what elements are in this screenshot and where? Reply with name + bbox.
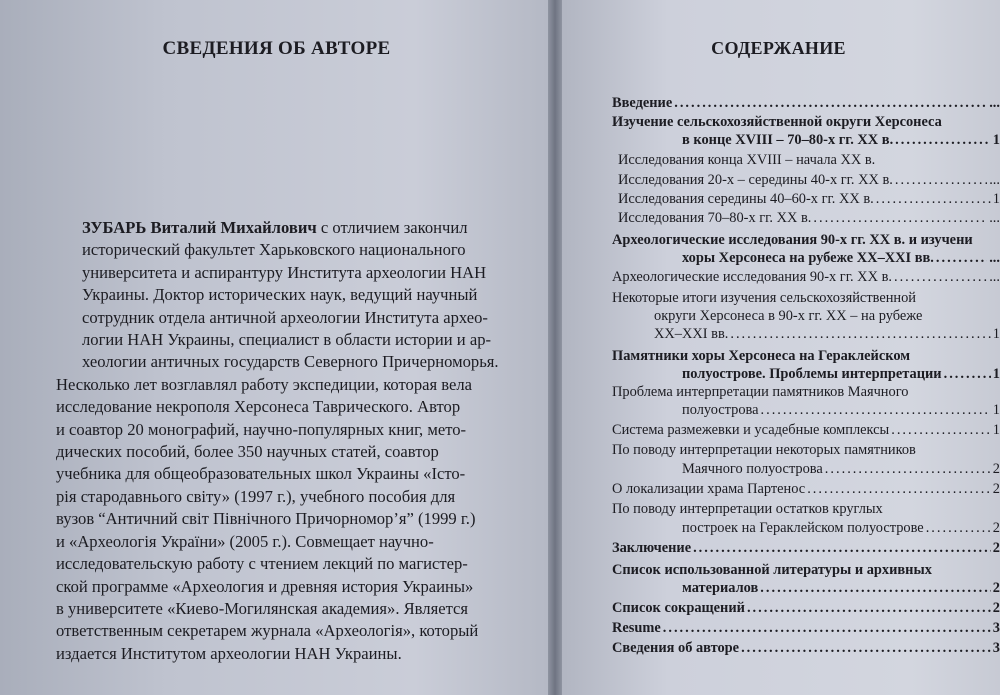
toc-entry-title: Resume	[612, 620, 661, 636]
toc-entry-title: Исследования середины 40–60-х гг. XX в.	[618, 191, 874, 207]
toc-entry-row	[682, 460, 1000, 479]
toc-entry	[612, 639, 1000, 658]
toc-entry-row	[612, 619, 1000, 638]
toc-entry	[612, 519, 1000, 538]
toc-page-number: 2	[992, 461, 1000, 477]
toc-entry	[612, 171, 1000, 190]
toc-entry-row	[682, 519, 1000, 538]
toc-entry-row	[618, 209, 1000, 228]
toc-entry	[612, 579, 1000, 598]
bio-line: хеологии античных государств Северного Причерноморья.	[82, 352, 499, 372]
bio-line: университета и аспирантуру Института археологии НАН	[82, 262, 487, 282]
bio-line: ской программе «Археология и древняя история Украины»	[56, 576, 474, 596]
toc-leader-dots	[891, 421, 991, 440]
toc-page-number: 1	[992, 422, 1000, 438]
toc-page-number: 1	[992, 326, 1000, 342]
toc-entry-title: построек на Гераклейском полуострове	[682, 520, 924, 536]
toc-entry-title: материалов	[682, 580, 759, 596]
toc-entry	[612, 619, 1000, 638]
toc-entry-title: Исследования 70–80-х гг. XX в.	[618, 210, 812, 226]
bio-line: рія стародавнього світу» (1997 г.), учебного пособия для	[56, 486, 456, 506]
toc-entry	[612, 289, 1000, 308]
toc-entry	[612, 500, 1000, 519]
toc-entry	[612, 561, 1000, 580]
toc-entry-row	[682, 365, 1000, 384]
toc-entry	[612, 480, 1000, 499]
toc-entry-title: По поводу интерпретации некоторых памятников	[612, 442, 916, 458]
toc-leader-dots	[693, 539, 991, 558]
toc-entry-title: полуострова	[682, 402, 759, 418]
toc-entry-row	[682, 579, 1000, 598]
toc-entry-title: Археологические исследования 90-х гг. XX в.	[612, 269, 892, 285]
toc-leader-dots	[730, 325, 990, 344]
toc-page-number: 1	[992, 366, 1000, 382]
toc-entry	[612, 268, 1000, 287]
bio-line: логии НАН Украины, специалист в области истории и ар-	[82, 330, 492, 350]
toc-entry	[612, 209, 1000, 228]
toc-leader-dots	[895, 131, 991, 150]
toc-entry-row	[654, 325, 1000, 344]
bio-line: исследование некрополя Херсонеса Таврического. Автор	[56, 397, 461, 417]
bio-line: издается Институтом археологии НАН Украины.	[56, 643, 402, 663]
toc-entry	[612, 365, 1000, 384]
toc-entry	[612, 539, 1000, 558]
toc-entry-title: Исследования конца XVIII – начала XX в.	[618, 152, 876, 168]
table-of-contents	[612, 94, 1000, 662]
contents-title: СОДЕРЖАНИЕ	[711, 38, 846, 58]
bio-line: в университете «Киево-Могилянская академия». Является	[56, 598, 469, 618]
toc-entry-row	[612, 289, 1000, 308]
toc-entry-title: Сведения об авторе	[612, 640, 740, 656]
toc-entry-title: в конце XVIII – 70–80-х гг. XX в.	[682, 132, 894, 148]
toc-entry-title: Некоторые итоги изучения сельскохозяйственной	[612, 290, 917, 306]
toc-page-number: 3	[992, 640, 1000, 656]
toc-entry-row	[682, 401, 1000, 420]
toc-entry-title: полуострове. Проблемы интерпретации	[682, 366, 942, 382]
toc-entry-row	[612, 599, 1000, 618]
toc-entry-title: Список использованной литературы и архивных	[612, 562, 932, 578]
toc-entry	[612, 151, 1000, 170]
toc-entry	[612, 113, 1000, 132]
toc-entry-title: Исследования 20-х – середины 40-х гг. XX в.	[618, 172, 893, 188]
author-bio	[56, 217, 499, 665]
toc-entry-row	[612, 231, 1000, 250]
toc-leader-dots	[760, 579, 991, 598]
toc-entry-title: Проблема интерпретации памятников Маячного	[612, 384, 909, 400]
toc-leader-dots	[944, 365, 991, 384]
toc-entry	[612, 441, 1000, 460]
toc-leader-dots	[761, 401, 991, 420]
toc-page-number: 1	[992, 402, 1000, 418]
bio-line: и соавтор 20 монографий, научно-популярных книг, мето-	[56, 419, 467, 439]
toc-entry-row	[612, 561, 1000, 580]
toc-leader-dots	[936, 249, 987, 268]
toc-leader-dots	[876, 190, 991, 209]
toc-entry	[612, 307, 1000, 326]
toc-entry	[612, 460, 1000, 479]
toc-page-number: 2	[992, 481, 1000, 497]
toc-entry-title: округи Херсонеса в 90-х гг. XX – на рубеже	[654, 308, 923, 324]
toc-page-number: 2	[992, 520, 1000, 536]
toc-entry-title: Система размежевки и усадебные комплексы	[612, 422, 890, 438]
toc-entry-row	[612, 539, 1000, 558]
toc-entry-title: Археологические исследования 90-х гг. XX в. и изучени	[612, 232, 973, 248]
toc-entry-title: О локализации храма Партенос	[612, 481, 806, 497]
toc-leader-dots	[895, 171, 987, 190]
toc-leader-dots	[894, 268, 987, 287]
toc-entry	[612, 599, 1000, 618]
bio-line: исторический факультет Харьковского национального	[82, 240, 466, 260]
toc-leader-dots	[926, 519, 991, 538]
toc-entry-title: Памятники хоры Херсонеса на Гераклейском	[612, 348, 911, 364]
toc-entry-title: хоры Херсонеса на рубеже XX–XXI вв.	[682, 250, 934, 266]
toc-entry-row	[682, 131, 1000, 150]
toc-page-number: ...	[989, 172, 1000, 188]
toc-entry	[612, 401, 1000, 420]
toc-entry-row	[612, 441, 1000, 460]
toc-entry-row	[618, 171, 1000, 190]
toc-leader-dots	[807, 480, 991, 499]
toc-entry-title: Список сокращений	[612, 600, 745, 616]
toc-entry	[612, 325, 1000, 344]
toc-entry-title: Изучение сельскохозяйственной округи Херсонеса	[612, 114, 942, 130]
toc-page-number: 2	[992, 600, 1000, 616]
toc-page-number: 1	[992, 132, 1000, 148]
bio-line: с отличием закончил	[316, 218, 468, 237]
toc-entry-row	[682, 249, 1000, 268]
toc-entry	[612, 94, 1000, 113]
bio-first-line	[56, 217, 490, 239]
book-spine	[548, 0, 562, 695]
toc-entry-title: Маячного полуострова	[682, 461, 823, 477]
toc-entry	[612, 421, 1000, 440]
toc-leader-dots	[813, 209, 987, 228]
toc-entry-row	[612, 347, 1000, 366]
bio-line: ответственным секретарем журнала «Археологія», который	[56, 621, 479, 641]
toc-entry	[612, 190, 1000, 209]
author-name: ЗУБАРЬ Виталий Михайлович	[82, 218, 317, 237]
toc-leader-dots	[825, 460, 991, 479]
toc-entry-row	[612, 639, 1000, 658]
toc-entry-row	[612, 500, 1000, 519]
bio-line: сотрудник отдела античной археологии Института архео-	[82, 307, 488, 327]
toc-page-number: ...	[989, 250, 1000, 266]
toc-entry-row	[612, 268, 1000, 287]
toc-entry	[612, 231, 1000, 250]
toc-entry-row	[612, 421, 1000, 440]
toc-entry	[612, 383, 1000, 402]
toc-entry-title: Введение	[612, 95, 673, 111]
toc-page-number: ...	[989, 269, 1000, 285]
bio-line: учебника для общеобразовательных школ Украины «Істо-	[56, 464, 466, 484]
toc-entry-row	[612, 480, 1000, 499]
toc-page-number: ...	[989, 210, 1000, 226]
toc-entry-row	[612, 383, 1000, 402]
toc-entry	[612, 131, 1000, 150]
toc-entry-row	[612, 94, 1000, 113]
toc-entry-title: Заключение	[612, 540, 692, 556]
toc-page-number: 2	[992, 580, 1000, 596]
toc-leader-dots	[747, 599, 991, 618]
toc-entry-title: По поводу интерпретации остатков круглых	[612, 501, 883, 517]
toc-entry-row	[612, 113, 1000, 132]
toc-entry-title: XX–XXI вв.	[654, 326, 729, 342]
bio-line: исследовательскую работу с чтением лекций по магистер-	[56, 554, 468, 574]
bio-line: вузов “Античний світ Північного Причорномор’я” (1999 г.)	[56, 509, 476, 529]
toc-entry-row	[654, 307, 1000, 326]
toc-entry	[612, 347, 1000, 366]
toc-leader-dots	[663, 619, 991, 638]
bio-line: Несколько лет возглавлял работу экспедиции, которая вела	[56, 374, 473, 394]
toc-entry	[612, 249, 1000, 268]
bio-line: Украины. Доктор исторических наук, ведущий научный	[82, 285, 478, 305]
toc-page-number: 1	[992, 191, 1000, 207]
toc-page-number: ...	[989, 95, 1000, 111]
toc-leader-dots	[674, 94, 987, 113]
toc-entry-row	[618, 190, 1000, 209]
toc-leader-dots	[741, 639, 991, 658]
toc-page-number: 3	[992, 620, 1000, 636]
author-info-title: СВЕДЕНИЯ ОБ АВТОРЕ	[162, 38, 391, 59]
bio-line: и «Археологія України» (2005 г.). Совмещает научно-	[56, 531, 434, 551]
toc-page-number: 2	[992, 540, 1000, 556]
bio-line: дических пособий, более 350 научных статей, соавтор	[56, 442, 439, 462]
toc-entry-row	[618, 151, 1000, 170]
